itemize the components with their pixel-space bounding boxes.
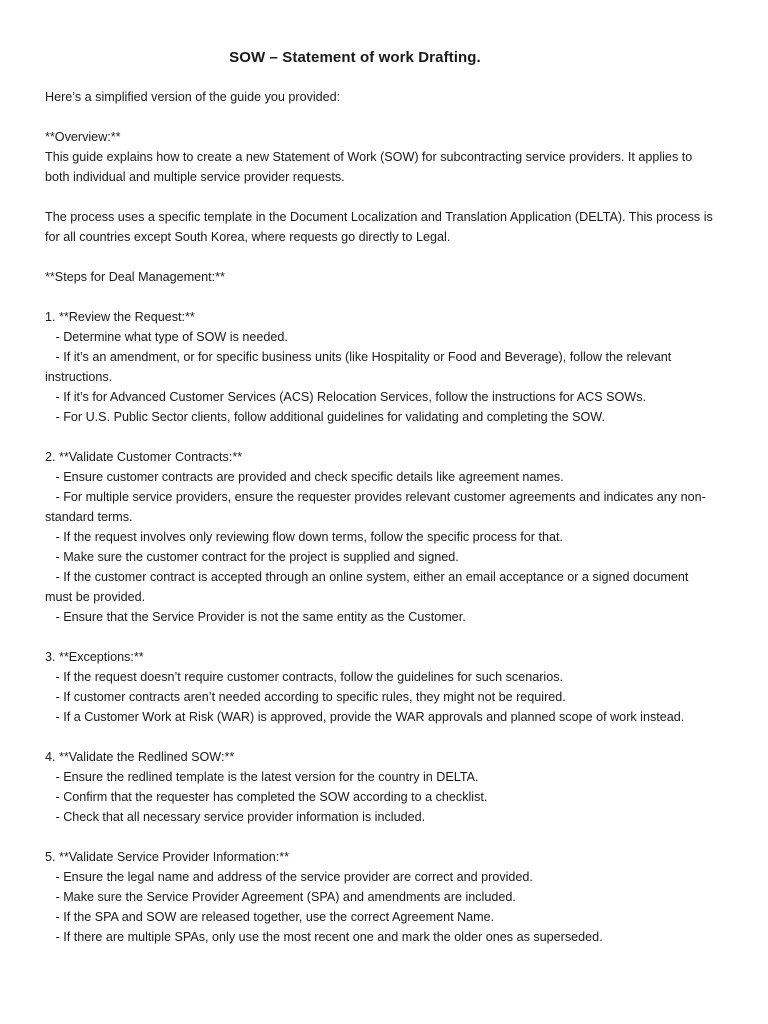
step-line: - If customer contracts aren’t needed according to specific rules, they might not be required. [45,690,566,704]
step-line: - For U.S. Public Sector clients, follow additional guidelines for validating and completing the SOW. [45,410,606,424]
steps-heading: **Steps for Deal Management:** [45,270,225,284]
step-line: - Confirm that the requester has completed the SOW according to a checklist. [45,790,488,804]
spacer [45,427,725,447]
step-heading: 4. **Validate the Redlined SOW:** [45,750,235,764]
step-line: - If a Customer Work at Risk (WAR) is approved, provide the WAR approvals and planned scope of work instead. [45,710,685,724]
spacer [45,187,725,207]
step-section [45,747,725,827]
spacer [45,287,725,307]
spacer [45,727,725,747]
step-line: - If the SPA and SOW are released together, use the correct Agreement Name. [45,910,495,924]
document-body [45,87,725,947]
overview-text-line: both individual and multiple service provider requests. [45,170,345,184]
step-heading: 5. **Validate Service Provider Information:** [45,850,290,864]
step-line: - Ensure that the Service Provider is not the same entity as the Customer. [45,610,466,624]
step-section [45,847,725,947]
intro-paragraph: Here’s a simplified version of the guide you provided: [45,90,341,104]
step-line: must be provided. [45,590,146,604]
step-heading: 3. **Exceptions:** [45,650,144,664]
step-line: - If it’s an amendment, or for specific business units (like Hospitality or Food and Beverage), follow the relevant [45,350,672,364]
step-line: - Check that all necessary service provider information is included. [45,810,426,824]
step-line: - For multiple service providers, ensure the requester provides relevant customer agreements and indicates any non- [45,490,706,504]
step-line: - If the request involves only reviewing flow down terms, follow the specific process for that. [45,530,563,544]
process-text-line: The process uses a specific template in the Document Localization and Translation Application (DELTA). This process is [45,210,713,224]
step-line: - Make sure the Service Provider Agreement (SPA) and amendments are included. [45,890,516,904]
step-line: - If there are multiple SPAs, only use the most recent one and mark the older ones as superseded. [45,930,603,944]
spacer [45,827,725,847]
document-title: SOW – Statement of work Drafting. [229,49,481,66]
step-line: - If the customer contract is accepted through an online system, either an email acceptance or a signed document [45,570,689,584]
step-line: - If the request doesn’t require customer contracts, follow the guidelines for such scenarios. [45,670,564,684]
step-line: standard terms. [45,510,133,524]
step-line: - Ensure customer contracts are provided and check specific details like agreement names. [45,470,564,484]
spacer [45,107,725,127]
step-line: - Determine what type of SOW is needed. [45,330,288,344]
step-line: - Make sure the customer contract for the project is supplied and signed. [45,550,459,564]
spacer [45,627,725,647]
overview-text-line: This guide explains how to create a new Statement of Work (SOW) for subcontracting service providers. It applies to [45,150,693,164]
step-section [45,647,725,727]
step-line: - Ensure the redlined template is the latest version for the country in DELTA. [45,770,479,784]
step-line: - Ensure the legal name and address of the service provider are correct and provided. [45,870,533,884]
step-line: instructions. [45,370,113,384]
spacer [45,247,725,267]
process-text-line: for all countries except South Korea, where requests go directly to Legal. [45,230,451,244]
overview-heading: **Overview:** [45,130,121,144]
step-heading: 2. **Validate Customer Contracts:** [45,450,243,464]
step-section [45,307,725,427]
step-heading: 1. **Review the Request:** [45,310,195,324]
step-section [45,447,725,627]
step-line: - If it’s for Advanced Customer Services (ACS) Relocation Services, follow the instructions for ACS SOWs. [45,390,646,404]
